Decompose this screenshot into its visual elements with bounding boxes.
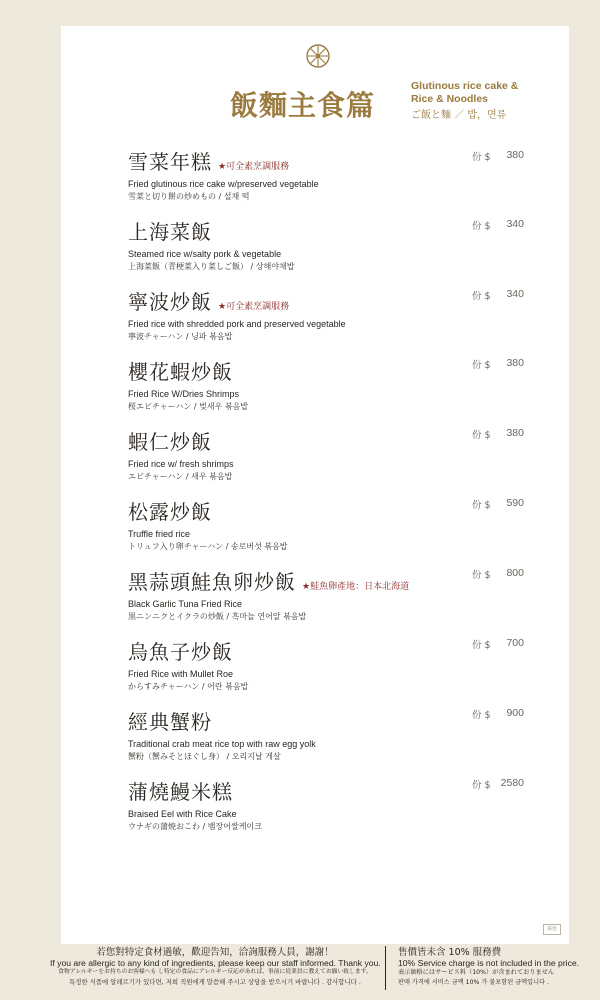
price-unit: 份 $ (472, 221, 491, 232)
item-name: 黑蒜頭鮭魚卵炒飯 (128, 570, 296, 594)
allergy-notice-kr: 특정한 식품에 알레르기가 있다면, 저희 직원에게 말씀해 주시고 상담을 받으시기 바랍니다 . 감사합니다 . (69, 978, 361, 986)
item-name: 經典蟹粉 (128, 710, 212, 734)
item-english: Truffle fried rice (128, 529, 191, 539)
menu-item (128, 426, 528, 492)
item-english: Traditional crab meat rice top with raw egg yolk (128, 739, 316, 749)
menu-item (128, 636, 528, 702)
menu-item (128, 566, 528, 632)
price-unit: 份 $ (472, 780, 491, 791)
corner-tag: 菜色 (543, 924, 561, 935)
service-charge-notice (398, 947, 598, 988)
price-unit: 份 $ (472, 500, 491, 511)
item-jp-kr: 寧波チャーハン / 닝파 볶음밥 (128, 332, 233, 341)
item-name: 雪菜年糕 (128, 150, 212, 174)
allergy-notice-jp: 食物アレルギーをお持ちのお客様へも し特定の食品にアレルギー反応があれば、事前に従業員に教えてお願い致します。 (58, 969, 372, 975)
allergy-notice-en: If you are allergic to any kind of ingredients, please keep our staff informed. Thank you. (50, 958, 381, 968)
service-charge-en: 10% Service charge is not included in the price. (398, 958, 580, 968)
item-english: Fried Rice with Mullet Roe (128, 669, 234, 679)
menu-item (128, 706, 528, 772)
menu-item (128, 286, 528, 352)
price-unit: 份 $ (472, 710, 491, 721)
item-note: ★可全素烹調服務 (218, 302, 290, 312)
item-jp-kr: 蟹粉（蟹みそとほぐし身） / 오리지날 게살 (128, 752, 281, 761)
section-title-english: Glutinous rice cake & Rice & Noodles (411, 80, 519, 105)
service-charge-zh: 售價皆未含 10% 服務費 (398, 947, 502, 958)
item-english: Fried rice with shredded pork and preserved vegetable (128, 319, 346, 329)
item-name: 櫻花蝦炒飯 (128, 360, 233, 384)
menu-item (128, 356, 528, 422)
price-unit: 份 $ (472, 570, 491, 581)
item-english: Fried rice w/ fresh shrimps (128, 459, 234, 469)
item-name: 寧波炒飯 (128, 290, 212, 314)
price-unit: 份 $ (472, 291, 491, 302)
item-note: ★可全素烹調服務 (218, 162, 290, 172)
item-jp-kr: 黒ニンニクとイクラの炒飯 / 흑마늘 연어알 볶음밥 (128, 612, 307, 621)
item-price: 340 (506, 218, 524, 230)
item-price: 380 (506, 149, 524, 161)
item-jp-kr: ウナギの蒲焼おこわ / 뱀장어쌀케이크 (128, 822, 262, 831)
item-price: 590 (506, 497, 524, 509)
service-charge-jp: 表示価格にはサービス料（10%）が含まれておりません (398, 969, 555, 976)
price-unit: 份 $ (472, 640, 491, 651)
item-english: Fried glutinous rice cake w/preserved vegetable (128, 179, 319, 189)
item-english: Fried Rice W/Dries Shrimps (128, 389, 240, 399)
item-price: 380 (506, 427, 524, 439)
menu-item (128, 216, 528, 282)
price-unit: 份 $ (472, 152, 491, 163)
item-jp-kr: 雪菜と切り餅の炒めもの / 설채 떡 (128, 192, 250, 201)
section-title-jp-kr: ご飯と麵 ／ 밥，면류 (411, 110, 507, 121)
item-jp-kr: 桜エビチャーハン / 벚새우 볶음밥 (128, 402, 249, 411)
item-english: Steamed rice w/salty pork & vegetable (128, 249, 282, 259)
allergy-notice (50, 947, 380, 987)
item-english: Braised Eel with Rice Cake (128, 809, 237, 819)
item-name: 蝦仁炒飯 (128, 430, 212, 454)
footer-divider (385, 946, 386, 990)
item-price: 2580 (500, 777, 524, 789)
item-jp-kr: トリュフ入り卵チャーハン / 송로버섯 볶음밥 (128, 542, 288, 551)
price-unit: 份 $ (472, 360, 491, 371)
item-price: 900 (506, 707, 524, 719)
item-name: 松露炒飯 (128, 500, 212, 524)
price-unit: 份 $ (472, 430, 491, 441)
wheel-emblem-icon (306, 44, 330, 68)
item-note: ★鮭魚卵產地：日本北海道 (302, 582, 410, 592)
item-jp-kr: からすみチャーハン / 어란 볶음밥 (128, 682, 249, 691)
item-price: 700 (506, 637, 524, 649)
menu-item (128, 146, 528, 212)
section-title: 飯麵主食篇 (230, 89, 376, 122)
item-english: Black Garlic Tuna Fried Rice (128, 599, 243, 609)
item-name: 上海菜飯 (128, 220, 212, 244)
allergy-notice-zh: 若您對特定食材過敏，歡迎告知，洽詢服務人員，謝謝！ (96, 947, 334, 958)
item-name: 蒲燒鰻米糕 (128, 780, 233, 804)
item-jp-kr: エビチャーハン / 새우 볶음밥 (128, 472, 233, 481)
item-jp-kr: 上海菜飯（青梗菜入り菜しご飯） / 상해야채밥 (128, 262, 295, 271)
menu-item (128, 776, 528, 842)
item-price: 800 (506, 567, 524, 579)
menu-item (128, 496, 528, 562)
item-price: 340 (506, 288, 524, 300)
service-charge-kr: 판매 가격에 서비스 금액 10% 가 불포함된 금액입니다 . (398, 979, 549, 986)
item-price: 380 (506, 357, 524, 369)
item-name: 烏魚子炒飯 (128, 640, 233, 664)
